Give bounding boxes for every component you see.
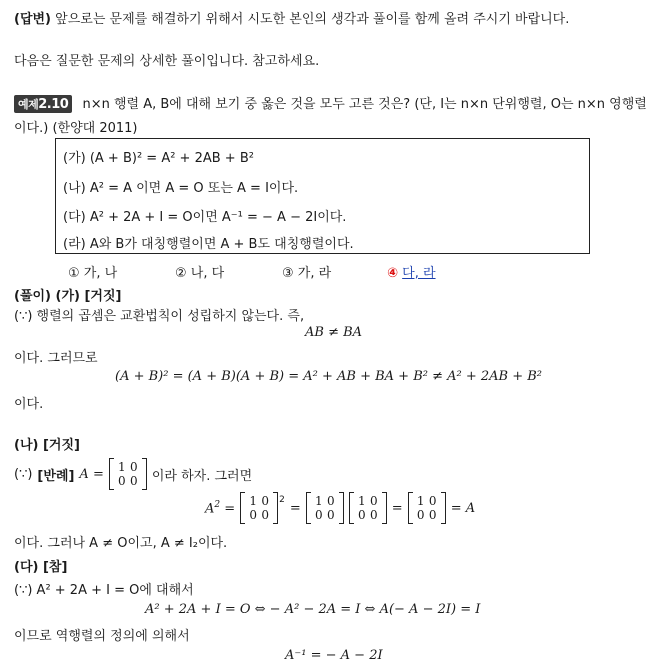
na-conclusion: 이다. 그러나 A ≠ O이고, A ≠ I₂이다. <box>14 536 228 551</box>
matrix-result: 1 0 0 0 <box>408 492 446 524</box>
da-equivalence: A² + 2A + I = O ⇔ − A² − 2A = I ⇔ A(− A − 2I) = I <box>145 602 481 617</box>
matrix-a: 1 0 0 0 <box>109 458 147 490</box>
option-3: ③ 가, 라 <box>282 266 332 281</box>
na-counterexample-line <box>14 458 252 490</box>
counterexample-label: [반례] <box>37 468 75 484</box>
statement-da: (다) A² + 2A + I = O이면 A⁻¹ = − A − 2I이다. <box>63 210 347 225</box>
problem-text-1: n×n 행렬 A, B에 대해 보기 중 옳은 것을 모두 고른 것은? (단, I는 n×n 단위행렬, O는 n×n 영행렬 <box>82 97 647 112</box>
matrix-factor-2: 1 0 0 0 <box>349 492 387 524</box>
option-1: ① 가, 나 <box>68 266 118 281</box>
da-result: A⁻¹ = − A − 2I <box>285 648 383 663</box>
ga-equation: (A + B)² = (A + B)(A + B) = A² + AB + BA + B² ≠ A² + 2AB + B² <box>115 369 543 384</box>
na-then: 이라 하자. 그러면 <box>151 468 253 484</box>
na-a-equals: A = <box>79 466 104 482</box>
na-because: (∵) <box>14 466 33 482</box>
problem-line-1 <box>14 93 647 113</box>
ga-then: 이다. 그러므로 <box>14 351 98 366</box>
solution-heading-na: (나) [거짓] <box>14 438 80 453</box>
statement-ga: (가) (A + B)² = A² + 2AB + B² <box>63 151 254 166</box>
intro-note: 다음은 질문한 문제의 상세한 풀이입니다. 참고하세요. <box>14 54 320 69</box>
ga-end: 이다. <box>14 397 44 412</box>
example-badge: 예제2.10 <box>14 95 72 113</box>
answer-option-text: 다, 라 <box>402 266 436 281</box>
answer-text: 앞으로는 문제를 해결하기 위해서 시도한 본인의 생각과 풀이를 함께 올려 주시기 바랍니다. <box>55 12 570 27</box>
solution-heading-da: (다) [참] <box>14 560 68 575</box>
ga-inequality: AB ≠ BA <box>305 325 363 340</box>
problem-line-2: 이다.) (한양대 2011) <box>14 121 138 136</box>
statement-ra: (라) A와 B가 대칭행렬이면 A + B도 대칭행렬이다. <box>63 237 354 252</box>
answer-tag: (답변) <box>14 12 51 27</box>
statement-na: (나) A² = A 이면 A = O 또는 A = I이다. <box>63 181 299 196</box>
answer-line <box>14 8 569 27</box>
da-then: 이므로 역행렬의 정의에 의해서 <box>14 629 190 644</box>
ga-because: (∵) 행렬의 곱셈은 교환법칙이 성립하지 않는다. 즉, <box>14 309 305 324</box>
na-product-equation: $A^2$ = 1 0 0 0 $^2$ = 1 0 0 0 1 0 0 0 = 1 0 0 0 = A <box>205 494 476 522</box>
matrix-a-squared-base: 1 0 0 0 <box>240 492 278 524</box>
option-4-answer <box>387 262 436 281</box>
option-2: ② 나, 다 <box>175 266 225 281</box>
matrix-factor-1: 1 0 0 0 <box>306 492 344 524</box>
solution-heading-ga: (풀이) (가) [거짓] <box>14 289 122 304</box>
answer-mark: ④ <box>387 266 399 281</box>
da-because: (∵) A² + 2A + I = O에 대해서 <box>14 583 194 598</box>
